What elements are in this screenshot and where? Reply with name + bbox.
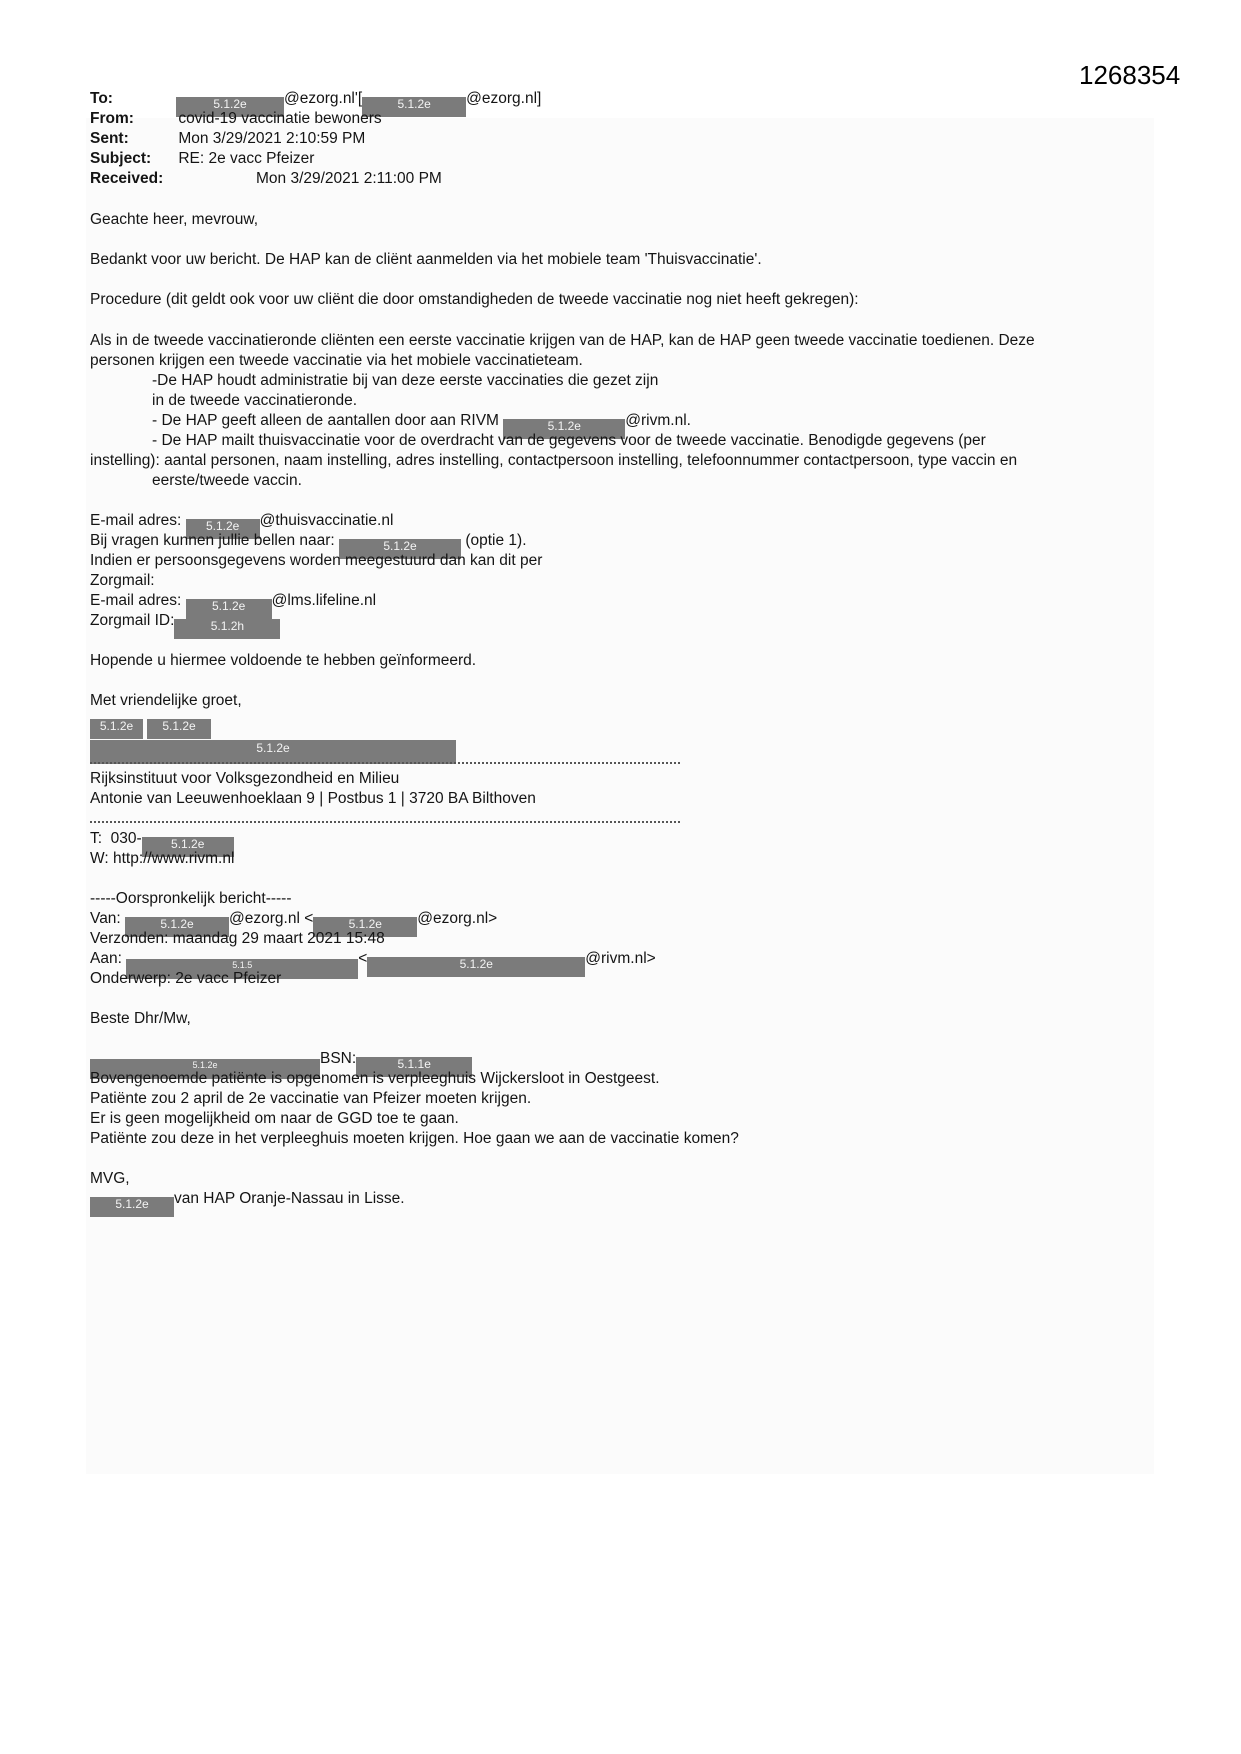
redaction-box: 5.1.2e (142, 837, 234, 857)
redaction-box: 5.1.2e (367, 957, 585, 977)
redaction-box: 5.1.1e (356, 1057, 472, 1077)
redaction-box: 5.1.2h (174, 619, 280, 639)
phone-text: Bij vragen kunnen jullie bellen naar: (90, 532, 340, 549)
signature-web: W: http://www.rivm.nl (90, 850, 235, 867)
closing-line: Met vriendelijke groet, (90, 692, 242, 709)
subject-value: RE: 2e vacc Pfeizer (178, 150, 315, 167)
original-body-line: Patiënte zou deze in het verpleeghuis moeten krijgen. Hoe gaan we aan de vaccinatie komen? (90, 1130, 739, 1147)
subject-label: Subject: (90, 150, 152, 167)
original-subject-row: Onderwerp: 2e vacc Pfeizer (90, 970, 282, 987)
redaction-box: 5.1.5 (126, 959, 358, 979)
phone-prefix: T: 030- (90, 830, 142, 847)
redaction-box: 5.1.2e (339, 539, 461, 559)
redaction-box: 5.1.2e (313, 917, 417, 937)
phone-text: (optie 1). (461, 532, 527, 549)
from-address-part: @ezorg.nl < (229, 910, 314, 927)
email-domain: @lms.lifeline.nl (271, 592, 377, 609)
separator (90, 762, 680, 764)
redaction-box: 5.1.2e (90, 719, 143, 739)
bullet-line: eerste/tweede vaccin. (152, 472, 302, 489)
sender-suffix: van HAP Oranje-Nassau in Lisse. (174, 1190, 405, 1207)
signature-address: Antonie van Leeuwenhoeklaan 9 | Postbus 1 | 3720 BA Bilthoven (90, 790, 536, 807)
signature-org: Rijksinstituut voor Volksgezondheid en Milieu (90, 770, 400, 787)
email-domain: @thuisvaccinatie.nl (259, 512, 394, 529)
bullet-line: - De HAP mailt thuisvaccinatie voor de overdracht van de gegevens voor de tweede vaccinatie. Benodigde gegevens (per (152, 432, 986, 449)
from-address-part: @ezorg.nl> (417, 910, 498, 927)
from-label: Van: (90, 910, 126, 927)
to-label: Aan: (90, 950, 127, 967)
paragraph-line: Als in de tweede vaccinatieronde cliënten een eerste vaccinatie krijgen van de HAP, kan de HAP geen tweede vaccinatie toedienen. Deze (90, 332, 1035, 349)
redaction-box: 5.1.2e (186, 519, 260, 539)
email-label: E-mail adres: (90, 512, 186, 529)
subject-row (90, 149, 314, 169)
received-value: Mon 3/29/2021 2:11:00 PM (256, 170, 442, 187)
redaction-box: 5.1.2e (176, 97, 284, 117)
original-greeting: Beste Dhr/Mw, (90, 1010, 191, 1027)
personal-data-line: Indien er persoonsgegevens worden meegestuurd dan kan dit per (90, 552, 543, 569)
bullet-line: in de tweede vaccinatieronde. (152, 392, 358, 409)
original-closing: MVG, (90, 1170, 130, 1187)
from-label: From: (90, 110, 134, 127)
bullet-text: @rivm.nl. (625, 412, 691, 429)
redaction-box: 5.1.2e (90, 1059, 320, 1079)
original-message-header: -----Oorspronkelijk bericht----- (90, 890, 292, 907)
personal-data-line: Zorgmail: (90, 572, 155, 589)
from-row (90, 109, 382, 129)
original-body-line: Er is geen mogelijkheid om naar de GGD toe te gaan. (90, 1110, 459, 1127)
zorgmail-label: Zorgmail ID: (90, 612, 175, 629)
redaction-box: 5.1.2e (90, 1197, 174, 1217)
redaction-box: 5.1.2e (362, 97, 466, 117)
salutation: Geachte heer, mevrouw, (90, 211, 259, 228)
to-address-part: < (358, 950, 368, 967)
received-row (90, 169, 442, 189)
to-address-part: @ezorg.nl] (466, 90, 542, 107)
original-body-line: Bovengenoemde patiënte is opgenomen is verpleeghuis Wijckersloot in Oestgeest. (90, 1070, 660, 1087)
from-value: covid-19 vaccinatie bewoners (178, 110, 382, 127)
zorgmail-line (90, 611, 280, 639)
paragraph-line: personen krijgen een tweede vaccinatie via het mobiele vaccinatieteam. (90, 352, 583, 369)
redaction-box: 5.1.2e (147, 719, 211, 739)
document-id: 1268354 (1079, 60, 1181, 90)
original-sent-row: Verzonden: maandag 29 maart 2021 15:48 (90, 930, 385, 947)
original-sender-line (90, 1189, 405, 1217)
bullet-line: -De HAP houdt administratie bij van deze eerste vaccinaties die gezet zijn (152, 372, 659, 389)
redaction-box: 5.1.2e (503, 419, 625, 439)
separator (90, 821, 680, 823)
sent-value: Mon 3/29/2021 2:10:59 PM (178, 130, 366, 147)
to-address-part: @rivm.nl> (585, 950, 656, 967)
bullet-line: instelling): aantal personen, naam instelling, adres instelling, contactpersoon instelling, telefoonnummer contactpersoon, type vaccin en (90, 452, 1018, 469)
sender-title-redacted (90, 733, 456, 764)
original-body-line: Patiënte zou 2 april de 2e vaccinatie van Pfeizer moeten krijgen. (90, 1090, 532, 1107)
redaction-box: 5.1.2e (90, 740, 456, 764)
email-label: E-mail adres: (90, 592, 186, 609)
redaction-box: 5.1.2e (186, 599, 272, 619)
bullet-text: - De HAP geeft alleen de aantallen door aan RIVM (152, 412, 504, 429)
thanks-line: Bedankt voor uw bericht. De HAP kan de cliënt aanmelden via het mobiele team 'Thuisvaccinatie'. (90, 251, 762, 268)
to-address-part: @ezorg.nl'[ (284, 90, 363, 107)
procedure-line: Procedure (dit geldt ook voor uw cliënt die door omstandigheden de tweede vaccinatie nog niet heeft gekregen): (90, 291, 859, 308)
hope-line: Hopende u hiermee voldoende te hebben geïnformeerd. (90, 652, 477, 669)
redaction-box: 5.1.2e (125, 917, 229, 937)
to-label: To: (90, 90, 113, 107)
bsn-label: BSN: (320, 1050, 357, 1067)
received-label: Received: (90, 170, 164, 187)
sent-row (90, 129, 365, 149)
sent-label: Sent: (90, 130, 129, 147)
